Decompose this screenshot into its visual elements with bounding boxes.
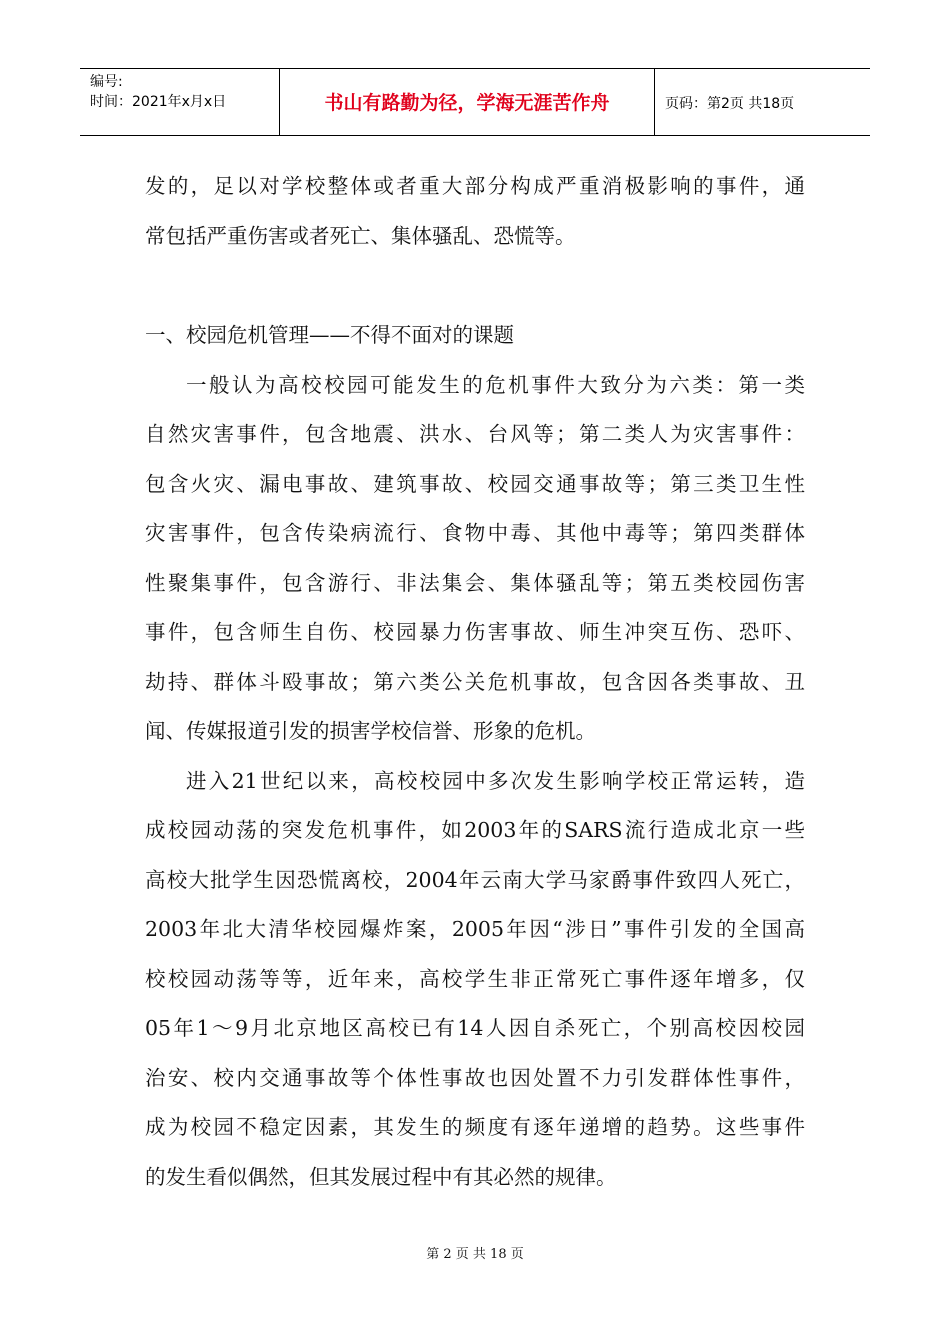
document-body [145, 166, 805, 1206]
body-line: 成校园动荡的突发危机事件，如2003年的SARS流行造成北京一些 [145, 818, 805, 842]
body-line: 05年1～9月北京地区高校已有14人因自杀死亡，个别高校因校园 [145, 1016, 805, 1040]
body-line: 一般认为高校校园可能发生的危机事件大致分为六类：第一类 [186, 372, 805, 397]
document-time-label: 时间：2021年x月x日 [90, 94, 227, 110]
body-line: 性聚集事件，包含游行、非法集会、集体骚乱等；第五类校园伤害 [145, 570, 805, 595]
paragraph-gap [145, 265, 805, 315]
body-line: 事件，包含师生自伤、校园暴力伤害事故、师生冲突互伤、恐吓、 [145, 620, 805, 644]
body-line: 劫持、群体斗殴事故；第六类公关危机事故，包含因各类事故、丑 [145, 669, 805, 694]
body-line: 治安、校内交通事故等个体性事故也因处置不力引发群体性事件， [145, 1065, 805, 1090]
body-line: 校校园动荡等等，近年来，高校学生非正常死亡事件逐年增多，仅 [145, 966, 805, 991]
body-line: 2003年北大清华校园爆炸案，2005年因“涉日”事件引发的全国高 [145, 917, 805, 941]
body-line: 成为校园不稳定因素，其发生的频度有逐年递增的趋势。这些事件 [145, 1115, 805, 1139]
body-line: 包含火灾、漏电事故、建筑事故、校园交通事故等；第三类卫生性 [145, 471, 805, 496]
header-motto-cell [280, 69, 655, 135]
header-meta-cell [80, 69, 280, 135]
section-heading: 一、校园危机管理——不得不面对的课题 [145, 323, 514, 347]
header-page-cell [655, 69, 870, 135]
page-footer: 第 2 页 共 18 页 [426, 1247, 524, 1262]
body-line: 自然灾害事件，包含地震、洪水、台风等；第二类人为灾害事件： [145, 422, 805, 446]
body-line: 高校大批学生因恐慌离校，2004年云南大学马家爵事件致四人死亡， [145, 867, 805, 892]
header-motto: 书山有路勤为径，学海无涯苦作舟 [324, 92, 610, 114]
body-line: 闻、传媒报道引发的损害学校信誉、形象的危机。 [145, 719, 596, 743]
document-number-label: 编号: [90, 74, 123, 90]
body-line: 的发生看似偶然，但其发展过程中有其必然的规律。 [145, 1164, 617, 1189]
body-line: 发的，足以对学校整体或者重大部分构成严重消极影响的事件，通 [145, 174, 805, 198]
body-line: 进入21世纪以来，高校校园中多次发生影响学校正常运转，造 [186, 768, 805, 793]
body-line: 灾害事件，包含传染病流行、食物中毒、其他中毒等；第四类群体 [145, 521, 805, 545]
body-line: 常包括严重伤害或者死亡、集体骚乱、恐慌等。 [145, 223, 576, 248]
page-header [80, 68, 870, 136]
header-page-info: 页码：第2页 共18页 [665, 96, 795, 112]
